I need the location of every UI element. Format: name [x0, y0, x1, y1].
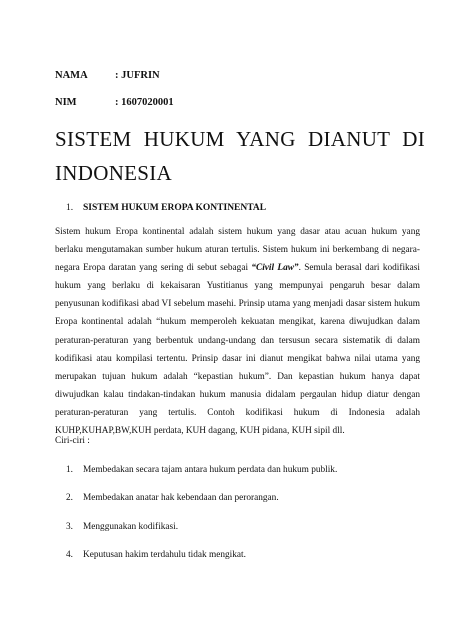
name-row — [55, 70, 160, 81]
section-title: SISTEM HUKUM EROPA KONTINENTAL — [83, 203, 267, 213]
list-item-text: Membedakan secara tajam antara hukum perdata dan hukum publik. — [83, 465, 338, 475]
name-label: NAMA — [55, 70, 88, 81]
list-item-number: 1. — [66, 465, 73, 475]
title-line-1: SISTEM HUKUM YANG DIANUT DI — [55, 127, 425, 151]
list-item-number: 2. — [66, 493, 73, 504]
civil-law-emphasis: “Civil Law” — [251, 263, 299, 274]
list-item — [66, 522, 337, 550]
paragraph-part-2: . Semula berasal dari kodifikasi hukum yang berlaku di kekaisaran Yustitianus yang mempunyai pengaruh besar dalam penyusunan kodifikasi abad VI sebelum masehi. Prinsip utama yang menjadi dasar sistem hukum Eropa kontinental adalah “hukum memperoleh kekuatan mengikat, karena diwujudkan dalam peraturan-peraturan yang berbentuk undang-undang dan tersusun secara sistematik di dalam kodifikasi atau kompilasi tertentu. Prinsip dasar ini dianut mengikat bahwa nilai utama yang merupakan tujuan hukum adalah “kepastian hukum”. Dan kepastian hukum hanya dapat diwujudkan kalau tindakan-tindakan hukum manusia didalam pergaulan hidup diatur dengan peraturan-peraturan yang tertulis. Contoh kodifikasi hukum di Indonesia adalah KUHP,KUHAP,BW,KUH perdata, KUH dagang, KUH pidana, KUH sipil dll. — [55, 263, 420, 437]
list-item-number: 4. — [66, 550, 73, 561]
nim-row — [55, 97, 174, 108]
paragraph-part-1: Sistem hukum Eropa kontinental adalah sistem hukum yang dasar atau acuan hukum yang berlaku mengutamakan sumber hukum aturan tertulis. Sistem hukum ini berkembang di negara-negara Eropa daratan yang sering di sebut sebagai — [55, 227, 420, 274]
nim-label: NIM — [55, 97, 77, 108]
section-heading — [66, 203, 266, 213]
ciri-ciri-list — [66, 465, 337, 579]
list-item-text: Menggunakan kodifikasi. — [83, 521, 179, 532]
list-item-text: Keputusan hakim terdahulu tidak mengikat. — [83, 550, 246, 561]
name-value: : JUFRIN — [115, 70, 160, 81]
list-item-text: Membedakan anatar hak kebendaan dan perorangan. — [83, 493, 279, 504]
list-item-number: 3. — [66, 521, 73, 532]
list-item — [66, 465, 337, 493]
list-item — [66, 493, 337, 521]
list-item — [66, 550, 337, 578]
body-paragraph — [55, 223, 420, 440]
section-number: 1. — [66, 203, 74, 213]
ciri-ciri-label: Ciri-ciri : — [55, 436, 90, 446]
nim-value: : 1607020001 — [115, 97, 174, 108]
title-line-2: INDONESIA — [55, 161, 173, 185]
document-title — [55, 122, 425, 190]
